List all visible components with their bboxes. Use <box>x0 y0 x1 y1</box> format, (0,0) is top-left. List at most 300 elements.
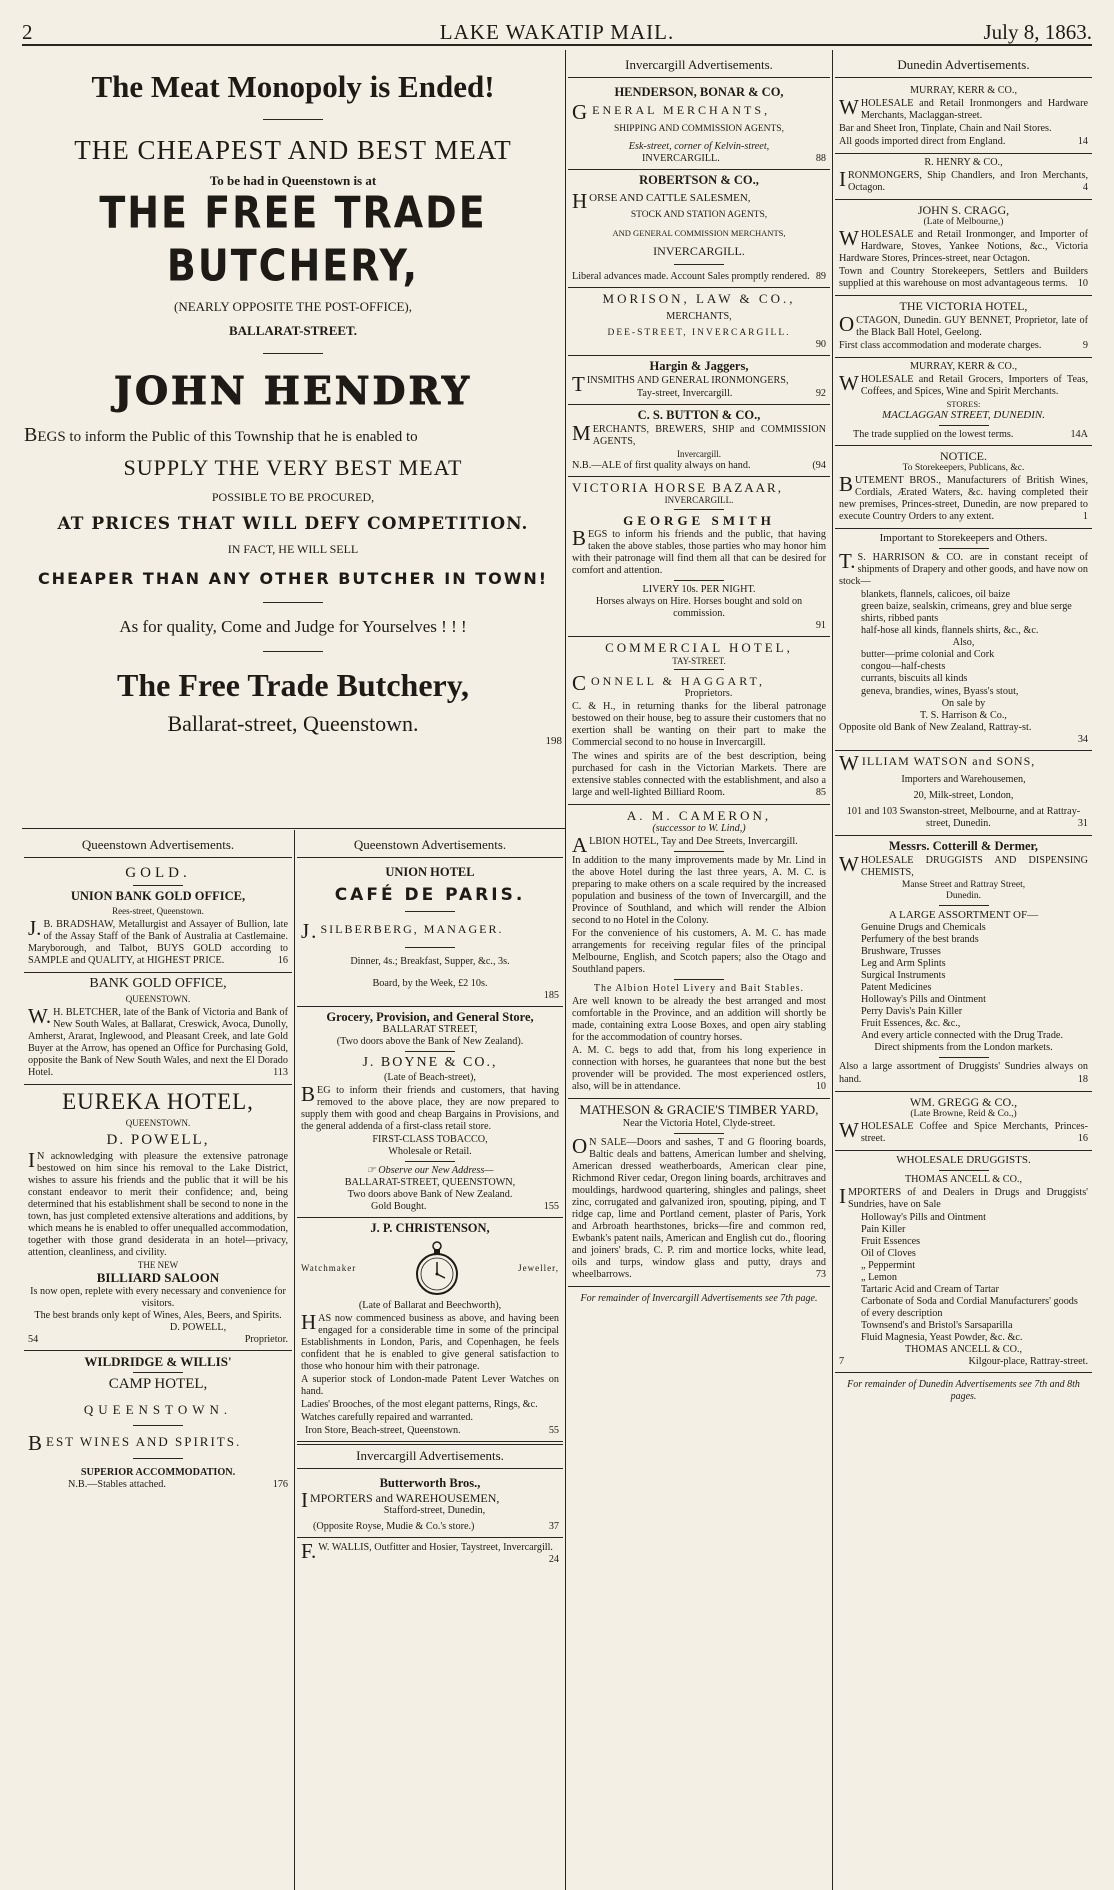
ad-number: 55 <box>548 1425 559 1437</box>
ad-number: 18 <box>1077 1073 1088 1085</box>
ad-heading: WM. GREGG & CO., <box>909 1094 1018 1109</box>
ad-address: 101 and 103 Swanston-street, Melbourne, and at Rattray-street, Dunedin. <box>846 805 1081 829</box>
drop-cap: W <box>839 851 859 876</box>
ad-address: Near the Victoria Hotel, Clyde-street. <box>622 1117 776 1129</box>
drop-cap: W <box>839 370 859 395</box>
ad-note: (Opposite Royse, Mudie & Co.'s store.) <box>313 1520 475 1532</box>
new-address-line <box>301 1165 559 1177</box>
divider <box>405 1161 455 1162</box>
ad-body: UTEMENT BROS., Manufacturers of British Wines, Cordials, Ærated Waters, &c. having completed their new premises, Princes-street, Dunedin, are now prepared to execute Country Orders to any extent. <box>839 475 1088 523</box>
ad-heading: Grocery, Provision, and General Store, <box>326 1009 534 1024</box>
issue-date: July 8, 1863. <box>983 20 1092 44</box>
ad-body: N acknowledging with pleasure the extensive patronage bestowed on him since his removal to the Lake District, wishes to assure his friends and the public that it will be his constant endeavor to merit their confidence; and, being determined that his establishment shall be second to none in the town, has just completed extensive alterations and additions, by which means he is enabled to offer unequalled accommodation, together with those grand desiderata in an hotel—privacy, attention, cleanliness, and civility. <box>28 1150 288 1258</box>
ad-body: Also a large assortment of Druggists' Sundries always on hand. <box>839 1061 1088 1085</box>
ad-number: 10 <box>1077 278 1088 290</box>
albion-hotel-ad <box>568 805 830 1100</box>
butcher-footer-name: The Free Trade Butchery, <box>117 667 469 704</box>
drop-cap: I <box>839 1183 846 1208</box>
ad-address: QUEENSTOWN. <box>125 1118 191 1129</box>
ad-number: 10 <box>815 1081 826 1093</box>
ad-heading: VICTORIA HORSE BAZAAR, <box>572 479 783 495</box>
ad-number: 37 <box>548 1520 559 1532</box>
ad-number: 91 <box>815 620 826 632</box>
butcher-prices: AT PRICES THAT WILL DEFY COMPETITION. <box>57 513 529 534</box>
list-item: blankets, flannels, calicoes, oil baize <box>861 589 1011 601</box>
butchery-name: THE FREE TRADE BUTCHERY, <box>99 187 487 291</box>
ad-number: 7 <box>839 1356 845 1368</box>
ad-title: CAFÉ DE PARIS. <box>334 885 526 906</box>
pocket-watch-icon <box>414 1240 460 1296</box>
ad-body: Wholesale or Retail. <box>388 1146 472 1158</box>
ad-body: SILBERBERG, MANAGER. <box>320 922 504 937</box>
butcher-location: (NEARLY OPPOSITE THE POST-OFFICE), <box>173 299 413 315</box>
ad-location: INVERCARGILL. <box>664 495 734 506</box>
ad-number: 92 <box>815 388 826 400</box>
column-footer: For remainder of Dunedin Advertisements see 7th and 8th pages. <box>847 1379 1080 1403</box>
ad-body: Bar and Sheet Iron, Tinplate, Chain and Nail Stores. <box>839 122 1052 134</box>
list-item: Patent Medicines <box>861 982 932 994</box>
masthead <box>22 18 1092 46</box>
list-item: Townsend's and Bristol's Sarsaparilla <box>861 1320 1013 1332</box>
divider <box>263 602 323 603</box>
list-item: Holloway's Pills and Ointment <box>861 1212 986 1224</box>
ad-number: 176 <box>272 1478 288 1490</box>
ad-location: QUEENSTOWN. <box>83 1401 233 1417</box>
eureka-hotel-ad <box>24 1085 292 1351</box>
drop-cap: W <box>839 94 859 119</box>
ad-proprietor: THOMAS ANCELL & CO., <box>904 1173 1023 1185</box>
butcher-subhead: THE CHEAPEST AND BEST MEAT <box>74 135 512 166</box>
timber-yard-ad <box>568 1099 830 1287</box>
divider <box>939 905 989 906</box>
ad-address: (Two doors above the Bank of New Zealand). <box>336 1036 524 1048</box>
ad-note: (Late of Beach-street), <box>384 1071 476 1083</box>
divider <box>133 1425 183 1426</box>
ad-body: INSMITHS AND GENERAL IRONMONGERS, <box>586 375 789 387</box>
ad-location: Dunedin. <box>945 890 982 901</box>
ad-subheading: LIVERY 10s. PER NIGHT. <box>642 584 756 596</box>
divider <box>674 580 724 581</box>
henderson-bonar-ad <box>568 82 830 170</box>
butcher-ad <box>24 54 562 826</box>
ad-body: Importers and Warehousemen, <box>901 773 1026 785</box>
section-rule <box>22 828 565 829</box>
ad-subheading: STORES: <box>946 398 981 409</box>
list-item: And every article connected with the Drug Trade. <box>861 1030 1063 1042</box>
butcher-quality: As for quality, Come and Judge for Yourselves ! ! ! <box>119 616 467 636</box>
ad-location: Invercargill. <box>676 449 722 460</box>
drop-cap: W <box>839 750 860 775</box>
ad-body: The wines and spirits are of the best description, being purchased for cash in the Victorian Markets. There are extensive stables connected with the establishment, and also a large and well-lighted Billiard Room. <box>572 750 826 798</box>
ad-body: S. HARRISON & CO. are in constant receipt of shipments of Drapery and other goods, and have now on stock— <box>839 552 1088 588</box>
ad-address: MACLAGGAN STREET, DUNEDIN. <box>882 408 1045 421</box>
ad-body: The best brands only kept of Wines, Ales, Beers, and Spirits. <box>34 1309 282 1321</box>
ad-body: The trade supplied on the lowest terms. <box>853 428 1014 440</box>
drop-cap: I <box>839 166 846 191</box>
butcher-intro-text: EGS to inform the Public of this Township that he is enabled to <box>37 429 418 446</box>
ad-heading: C. S. BUTTON & CO., <box>637 408 761 423</box>
ad-address: TAY-STREET. <box>672 655 726 666</box>
column-header: Queenstown Advertisements. <box>24 834 292 858</box>
butcher-infact: IN FACT, HE WILL SELL <box>227 542 359 557</box>
union-bank-ad <box>24 862 292 973</box>
list-item: Fruit Essences, &c. &c., <box>861 1018 961 1030</box>
ad-body: AS now commenced business as above, and having been engaged for a considerable time in some of the principal Establishments in London, Paris, and Copenhagen, he feels confident that he is enabled to give general satisfaction to those who honour him with their patronage. <box>301 1313 559 1373</box>
ad-body: N.B.—ALE of first quality always on hand. <box>572 459 751 471</box>
ad-body: HOLESALE and Retail Grocers, Importers of Teas, Coffees, and Spices, Wine and Spirit Merchants. <box>860 373 1088 397</box>
drop-cap: A <box>572 833 588 857</box>
ad-number: 1 <box>1082 511 1088 523</box>
ad-trade: Jeweller, <box>518 1262 559 1273</box>
divider <box>263 353 323 354</box>
ad-body: Dinner, 4s.; Breakfast, Supper, &c., 3s. <box>350 955 510 967</box>
ad-number: 14A <box>1070 428 1088 440</box>
ad-role: Proprietors. <box>684 688 733 700</box>
divider <box>263 119 323 120</box>
cragg-ironmonger-ad <box>835 200 1092 297</box>
divider <box>939 425 989 426</box>
ad-body: AND GENERAL COMMISSION MERCHANTS, <box>612 227 786 238</box>
list-item: Perry Davis's Pain Killer <box>861 1006 963 1018</box>
ad-body: Town and Country Storekeepers, Settlers and Builders supplied at this warehouse on most advantageous terms. <box>839 266 1088 290</box>
boyne-grocery-ad <box>297 1007 563 1219</box>
butcher-cheaper: CHEAPER THAN ANY OTHER BUTCHER IN TOWN! <box>37 568 549 588</box>
victoria-hotel-ad <box>835 296 1092 357</box>
commercial-hotel-ad <box>568 637 830 804</box>
ad-address: 20, Milk-street, London, <box>913 789 1014 801</box>
divider <box>674 979 724 980</box>
ad-number: 185 <box>543 989 559 1001</box>
newspaper-title: LAKE WAKATIP MAIL. <box>439 20 675 44</box>
divider <box>405 947 455 948</box>
ad-body: MPORTERS of and Dealers in Drugs and Druggists' Sundries, have on Sale <box>848 1186 1088 1210</box>
ad-address: Manse Street and Rattray Street, <box>901 879 1026 890</box>
drop-cap: B <box>839 472 854 497</box>
ad-heading: MURRAY, KERR & CO., <box>910 360 1017 372</box>
divider <box>133 1372 183 1373</box>
ad-body: EG to inform their friends and customers, that having removed to the above place, they are now prepared to supply them with good and cheap Bargains in Provisions, and the general addenda of a first-class retail store. <box>301 1085 559 1133</box>
ad-address: Esk-street, corner of Kelvin-street, <box>628 140 770 152</box>
ad-heading: Hargin & Jaggers, <box>649 359 749 374</box>
list-item: Fruit Essences <box>861 1236 921 1248</box>
butcher-headline: The Meat Monopoly is Ended! <box>91 69 495 104</box>
ad-heading: MORISON, LAW & CO., <box>602 290 796 306</box>
ad-heading: A. M. CAMERON, <box>626 807 772 823</box>
ad-subheading: FIRST-CLASS TOBACCO, <box>372 1134 488 1146</box>
butcher-tagline: To be had in Queenstown is at <box>209 172 377 188</box>
divider <box>939 1057 989 1058</box>
ad-heading: COMMERCIAL HOTEL, <box>605 640 793 656</box>
list-item: Tartaric Acid and Cream of Tartar <box>861 1284 999 1296</box>
ad-body: RONMONGERS, Ship Chandlers, and Iron Merchants, Octagon. <box>848 169 1088 193</box>
ad-heading: R. HENRY & CO., <box>924 156 1003 168</box>
ad-signature: D. POWELL, <box>169 1321 227 1333</box>
stock-list <box>839 589 1088 697</box>
ad-number: 9 <box>1082 339 1088 351</box>
ad-heading: Messrs. Cotterill & Dermer, <box>888 838 1039 853</box>
ad-address: QUEENSTOWN. <box>125 994 191 1005</box>
drop-cap: O <box>572 1133 588 1158</box>
divider <box>263 651 323 652</box>
ad-number: 24 <box>548 1554 559 1565</box>
drop-cap: T <box>572 372 585 397</box>
ad-heading: UNION HOTEL <box>385 864 475 879</box>
ad-body: Liberal advances made. Account Sales promptly rendered. <box>572 270 810 282</box>
ad-heading: MURRAY, KERR & CO., <box>910 84 1017 96</box>
divider <box>939 1170 989 1171</box>
ad-body: Board, by the Week, £2 10s. <box>372 977 488 989</box>
ad-location: INVERCARGILL. <box>653 243 745 258</box>
column-footer: For remainder of Invercargill Advertisements see 7th page. <box>580 1293 818 1305</box>
drop-cap: G <box>572 100 591 125</box>
ad-body: Ladies' Brooches, of the most elegant patterns, Rings, &c. <box>301 1399 538 1411</box>
ad-address: Tay-street, Invercargill. <box>636 388 733 400</box>
ad-subheading: The Albion Hotel Livery and Bait Stables. <box>593 983 805 995</box>
divider <box>133 885 183 886</box>
butcher-street: BALLARAT-STREET. <box>229 322 357 338</box>
ad-subheading: CAMP HOTEL, <box>108 1376 208 1393</box>
drop-cap: B <box>28 1431 45 1456</box>
column-rule <box>832 50 833 1890</box>
list-item: Perfumery of the best brands <box>861 934 979 946</box>
ad-body: HOLESALE DRUGGISTS AND DISPENSING CHEMISTS, <box>860 854 1088 878</box>
list-item: congou—half-chests <box>861 661 946 673</box>
ad-address: DEE-STREET, INVERCARGILL. <box>607 328 791 339</box>
ad-proprietor: D. POWELL, <box>106 1131 210 1148</box>
stock-list <box>839 922 1088 1042</box>
ad-body: HOLESALE and Retail Ironmonger, and Importer of Hardware, Stoves, Yankee Notions, &c., Victoria Hardware Stores, Princes-street, near Octagon. <box>839 229 1088 265</box>
list-item: butter—prime colonial and Cork <box>861 649 995 661</box>
list-item: Brushware, Trusses <box>861 946 941 958</box>
ad-body: CTAGON, Dunedin. GUY BENNET, Proprietor, late of the Black Ball Hotel, Geelong. <box>856 314 1088 338</box>
ad-title: GOLD. <box>125 864 191 881</box>
butement-notice-ad <box>835 446 1092 529</box>
ad-body: LBION HOTEL, Tay and Dee Streets, Invercargill. <box>589 836 798 847</box>
drop-cap: F. <box>301 1538 317 1563</box>
column-rule <box>294 830 295 1890</box>
ad-address: Rees-street, Queenstown. <box>112 906 204 917</box>
list-item: Also, <box>952 637 975 649</box>
ad-body: ENERAL MERCHANTS, <box>592 103 771 118</box>
list-item: Genuine Drugs and Chemicals <box>861 922 986 934</box>
ad-number: 4 <box>1082 181 1088 193</box>
drop-cap: O <box>839 311 855 336</box>
murray-kerr-ironmongers-ad <box>835 82 1092 154</box>
ad-body: HOLESALE Coffee and Spice Merchants, Princes-street. <box>860 1120 1088 1144</box>
ancell-druggists-ad <box>835 1151 1092 1373</box>
ad-body: W. WALLIS, Outfitter and Hosier, Taystreet, Invercargill. <box>318 1541 553 1553</box>
cafe-de-paris-ad <box>297 862 563 1007</box>
ad-heading: Important to Storekeepers and Others. <box>879 532 1048 545</box>
ad-body: On sale by <box>941 697 986 709</box>
stock-list <box>839 1212 1088 1344</box>
butcher-possible: POSSIBLE TO BE PROCURED, <box>211 489 375 504</box>
ad-heading: ILLIAM WATSON and SONS, <box>861 753 1036 768</box>
ad-body: C. & H., in returning thanks for the liberal patronage bestowed on their house, beg to assure their customers that no exertion shall be wanting on their part to make the Commercial second to no house in Invercargill. <box>572 701 826 749</box>
ad-body: Gold Bought. <box>371 1201 427 1213</box>
ad-body: SHIPPING AND COMMISSION AGENTS, <box>614 123 784 134</box>
ad-heading: BANK GOLD OFFICE, <box>89 975 227 991</box>
ad-subheading: BILLIARD SALOON <box>96 1270 220 1286</box>
list-item: Oil of Cloves <box>861 1248 916 1260</box>
list-item: Fluid Magnesia, Yeast Powder, &c. &c. <box>861 1332 1023 1344</box>
list-item: Leg and Arm Splints <box>861 958 946 970</box>
list-item: „ Peppermint <box>861 1260 916 1272</box>
divider <box>674 1133 724 1134</box>
column-rule <box>565 50 566 1890</box>
ad-number: 155 <box>543 1201 559 1213</box>
drop-cap: B <box>24 424 38 447</box>
divider <box>133 1458 183 1459</box>
ad-number: 54 <box>28 1333 39 1345</box>
drop-cap: W <box>839 226 859 251</box>
ad-note: Observe our New Address— <box>378 1165 494 1177</box>
column-header: Dunedin Advertisements. <box>835 54 1092 78</box>
drop-cap: W <box>839 1117 859 1142</box>
ad-body: A. M. C. begs to add that, from his long experience in connection with horses, he guarantees that none but the best provender will be provided. The most experienced ostlers, also, will be in attendance. <box>572 1045 826 1093</box>
ad-body: Direct shipments from the London markets. <box>874 1042 1053 1054</box>
ad-address: Two doors above Bank of New Zealand. <box>347 1189 513 1201</box>
ad-heading: Butterworth Bros., <box>379 1476 481 1490</box>
divider <box>674 264 724 265</box>
ad-heading: NOTICE. <box>940 448 987 463</box>
robertson-ad <box>568 170 830 288</box>
ad-heading: ROBERTSON & CO., <box>639 172 759 187</box>
ad-number: 14 <box>1077 135 1088 147</box>
ad-trade: Watchmaker <box>301 1262 357 1273</box>
ad-address: Kilgour-place, Rattray-street. <box>968 1356 1088 1368</box>
ad-heading: WHOLESALE DRUGGISTS. <box>896 1153 1031 1166</box>
ad-heading: MATHESON & GRACIE'S TIMBER YARD, <box>579 1102 819 1118</box>
divider <box>405 1051 455 1052</box>
ad-body: Watches carefully repaired and warranted. <box>301 1412 473 1424</box>
ad-number: 88 <box>815 152 826 164</box>
ad-heading: JOHN S. CRAGG, <box>917 202 1010 217</box>
butterworth-ad <box>297 1473 563 1538</box>
camp-hotel-ad <box>24 1351 292 1495</box>
divider <box>405 911 455 912</box>
drop-cap: J. <box>28 915 42 940</box>
list-item: Carbonate of Soda and Cordial Manufacturers' goods of every description <box>861 1296 1078 1320</box>
drop-cap: I <box>301 1487 308 1512</box>
queenstown-column-1 <box>24 834 292 1886</box>
list-item: green baize, sealskin, crimeans, grey and blue serge shirts, ribbed pants <box>861 601 1072 625</box>
ad-address: Opposite old Bank of New Zealand, Rattray-st. <box>839 721 1032 733</box>
christenson-watchmaker-ad <box>297 1218 563 1442</box>
ad-body: MERCHANTS, <box>666 311 732 323</box>
pointing-hand-icon: ☞ <box>366 1165 379 1177</box>
ad-body: HOLESALE and Retail Ironmongers and Hardware Merchants, Maclaggan-street. <box>860 97 1088 121</box>
ad-proprietor: GEORGE SMITH <box>623 512 775 528</box>
ad-body: First class accommodation and moderate charges. <box>839 339 1042 351</box>
gregg-coffee-ad <box>835 1092 1092 1151</box>
divider <box>939 548 989 549</box>
drop-cap: C <box>572 671 590 696</box>
butcher-intro <box>24 423 562 447</box>
list-item: Pain Killer <box>861 1224 906 1236</box>
divider <box>674 509 724 510</box>
ad-body: N.B.—Stables attached. <box>68 1478 166 1490</box>
proprietor-name: JOHN HENDRY <box>113 367 473 413</box>
ad-body: H. BLETCHER, late of the Bank of Victoria and Bank of New South Wales, at Ballarat, Creswick, Avoca, Dunolly, Amherst, Ararat, Inglewood, and Pleasant Creek, and late Gold Buyer at the Arrow, has opened an Office for Purchasing Gold, opposite the Bank of New South Wales, and next the El Dorado Hotel. <box>28 1006 288 1079</box>
drop-cap: T. <box>839 549 856 574</box>
list-item: geneva, brandies, wines, Byass's stout, <box>861 685 1019 697</box>
ad-body: Horses always on Hire. Horses bought and sold on commission. <box>595 596 803 620</box>
ad-number: 34 <box>1077 733 1088 745</box>
ad-body: ERCHANTS, BREWERS, SHIP and COMMISSION AGENTS, <box>592 424 826 448</box>
ad-note: (successor to W. Lind,) <box>652 822 746 834</box>
ad-body: MPORTERS and WAREHOUSEMEN, <box>310 1490 500 1505</box>
ad-heading: EUREKA HOTEL, <box>62 1089 254 1115</box>
ad-body: In addition to the many improvements made by Mr. Lind in the above Hotel during the last three years, A. M. C. is preparing to make others on a scale required by the increased population and business of the town of Invercargill, and the Province of Southland, and which will render the Albion second to no Hotel in the Colony. <box>572 855 826 927</box>
hargin-jaggers-ad <box>568 356 830 405</box>
ad-role: Proprietor. <box>244 1333 288 1345</box>
ad-number: 198 <box>545 735 562 748</box>
ad-number: (94 <box>812 459 826 471</box>
list-item: half-hose all kinds, flannels shirts, &c., &c. <box>861 625 1039 637</box>
ad-heading: J. P. CHRISTENSON, <box>370 1221 490 1236</box>
ad-address: Iron Store, Beach-street, Queenstown. <box>305 1425 461 1437</box>
ad-number: 85 <box>815 786 826 798</box>
ad-body: ORSE AND CATTLE SALESMEN, <box>589 191 751 204</box>
list-item: Surgical Instruments <box>861 970 946 982</box>
ad-heading: HENDERSON, BONAR & CO, <box>614 84 784 99</box>
ad-heading: UNION BANK GOLD OFFICE, <box>70 889 246 904</box>
wallis-outfitter-ad <box>297 1538 563 1565</box>
queenstown-column-2 <box>297 834 563 1886</box>
page-number: 2 <box>22 20 33 44</box>
ad-number: 113 <box>273 1067 288 1079</box>
ad-number: 16 <box>1077 1132 1088 1144</box>
ad-body: All goods imported direct from England. <box>839 135 1006 147</box>
ad-body: Is now open, replete with every necessary and convenience for visitors. <box>30 1285 286 1309</box>
ad-body: N SALE—Doors and sashes, T and G flooring boards, Baltic deals and battens, American lumber and shelving, American dressed weatherboards, American clear pine, Richmond River cedar, Oregon lining boards, architraves and mouldings, hardwood quartering, shingles and palings, sheet zinc, corrugated and galvanized iron, spouting, piping, and T ridge cap, lime and Portland cement, plaster of Paris, York and Arbroath hearthstones, bricks—fire and common red, Ewbank's patent nails, American and English cut do., flooring and joiners' brads, C. P. rim and mortice locks, white lead, oils and turps, window glass and putty, drays and wheelbarrows. <box>572 1136 826 1281</box>
ad-body: A superior stock of London-made Patent Lever Watches on hand. <box>301 1374 559 1398</box>
ad-proprietor: J. BOYNE & CO., <box>362 1055 498 1071</box>
drop-cap: M <box>572 421 591 446</box>
watson-sons-ad <box>835 751 1092 836</box>
ad-subheading: SUPERIOR ACCOMMODATION. <box>80 1466 236 1478</box>
ad-number: 73 <box>815 1269 826 1281</box>
ad-body: For the convenience of his customers, A. M. C. has made arrangements for receiving regular files of the principal Melbourne, English, and Scotch papers; also the Otago and Southland papers. <box>572 928 826 976</box>
murray-kerr-grocers-ad <box>835 358 1092 446</box>
ad-body: STOCK AND STATION AGENTS, <box>630 210 768 221</box>
divider <box>674 669 724 670</box>
ad-body: B. BRADSHAW, Metallurgist and Assayer of Bullion, late of the Assay Staff of the Bank of Australia at Castlemaine. Maryborough, and Talbot, BUYS GOLD according to SAMPLE and QUALITY, at HIGHEST PRICE. <box>28 918 288 966</box>
ad-heading: WILDRIDGE & WILLIS' <box>84 1353 232 1369</box>
henry-ironmongers-ad <box>835 154 1092 200</box>
ad-number: 16 <box>277 954 288 966</box>
ad-address: Stafford-street, Dunedin, <box>383 1504 486 1516</box>
drop-cap: J. <box>301 919 319 944</box>
ad-note: (Late of Melbourne,) <box>923 217 1004 227</box>
list-item: „ Lemon <box>861 1272 897 1284</box>
ad-number: 31 <box>1077 817 1088 829</box>
bank-gold-office-ad <box>24 973 292 1085</box>
list-item: Holloway's Pills and Ointment <box>861 994 986 1006</box>
ad-heading: THE VICTORIA HOTEL, <box>899 299 1028 314</box>
ad-number: 90 <box>815 339 826 351</box>
ad-body: EGS to inform his friends and the public, that having taken the above stables, those parties who may honor him with their patronage will find them all that can be desired for comfort and attention. <box>572 529 826 577</box>
divider <box>674 851 724 852</box>
morison-law-ad <box>568 288 830 357</box>
butcher-supply: SUPPLY THE VERY BEST MEAT <box>123 455 463 481</box>
ad-note: (Late of Ballarat and Beechworth), <box>358 1300 502 1312</box>
list-item: currants, biscuits all kinds <box>861 673 968 685</box>
ad-subheading: To Storekeepers, Publicans, &c. <box>902 462 1025 473</box>
button-brewers-ad <box>568 405 830 476</box>
ad-body: Are well known to be already the best arranged and most comfortable in the Province, and an addition will shortly be made, containing extra Loose Boxes, and open airy stabling for the accommodation of country horses. <box>572 996 826 1044</box>
